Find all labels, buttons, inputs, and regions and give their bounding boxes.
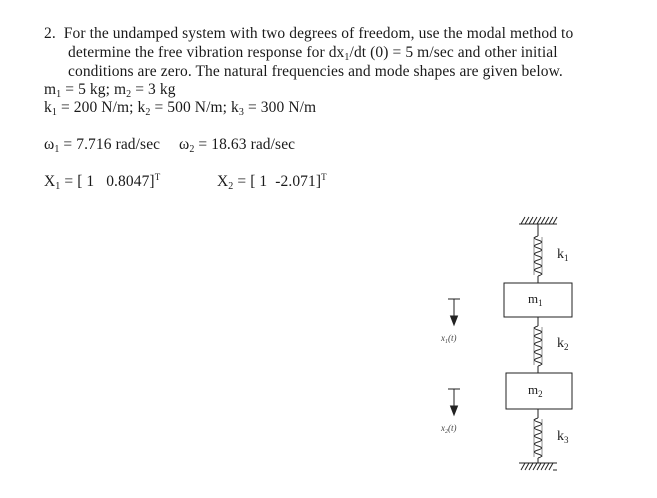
label-k1: $k_1$ (557, 247, 569, 263)
spring-k3 (534, 409, 542, 463)
displacement-arrow-x1 (448, 299, 460, 325)
k1-value: = 200 N/m; k (56, 99, 146, 116)
problem-text-line-3: conditions are zero. The natural frequencies and mode shapes are given below. (68, 63, 563, 80)
x1-transpose: T (154, 172, 161, 182)
problem-text-line-2-sub: 1 (344, 52, 350, 63)
x1-sub: 1 (55, 181, 61, 192)
label-m1: $m_1$ (528, 291, 543, 308)
problem-text-line-1: For the undamped system with two degrees of freedom, use the modal method to (63, 25, 574, 42)
spring-k2 (534, 317, 542, 373)
x2-symbol: X (217, 173, 229, 190)
m2-value: = 3 kg (131, 81, 176, 98)
k3-sub: 3 (238, 107, 244, 118)
m2-sub: 2 (126, 89, 132, 100)
x1-symbol: X (44, 173, 56, 190)
x2-transpose: T (321, 172, 327, 182)
w1-value: = 7.716 rad/sec (59, 136, 161, 153)
label-x2-t: $x_2(t)$ (441, 423, 457, 435)
problem-number: 2. (44, 25, 56, 42)
k1-sub: 1 (51, 107, 57, 118)
bottom-ground (519, 463, 557, 470)
x2-sub: 2 (228, 181, 234, 192)
k3-value: = 300 N/m (244, 99, 317, 116)
x2-value: = [ 1 -2.071] (233, 173, 322, 190)
k2-value: = 500 N/m; k (150, 99, 239, 116)
top-ground (519, 217, 557, 224)
label-k2: $k_2$ (557, 336, 569, 352)
problem-text-line-2a: determine the free vibration response for dx (68, 44, 345, 61)
displacement-arrow-x2 (448, 389, 460, 415)
label-k3: $k_3$ (557, 429, 569, 445)
x1-value: = [ 1 0.8047] (60, 173, 155, 190)
k1-symbol: k (44, 99, 52, 116)
k2-sub: 2 (145, 107, 151, 118)
problem-text-line-2b: /dt (0) = 5 m/sec and other initial (349, 44, 558, 61)
w2-symbol: ω (179, 136, 190, 153)
label-m2: $m_2$ (528, 382, 543, 399)
w1-sub: 1 (54, 144, 60, 155)
m1-value: = 5 kg; m (61, 81, 127, 98)
m1-symbol: m (44, 81, 57, 98)
m1-sub: 1 (56, 89, 62, 100)
label-x1-t: $x_1(t)$ (441, 333, 457, 345)
spring-k1 (534, 224, 542, 283)
w2-value: = 18.63 rad/sec (194, 136, 296, 153)
w1-symbol: ω (44, 136, 55, 153)
w2-sub: 2 (189, 144, 195, 155)
